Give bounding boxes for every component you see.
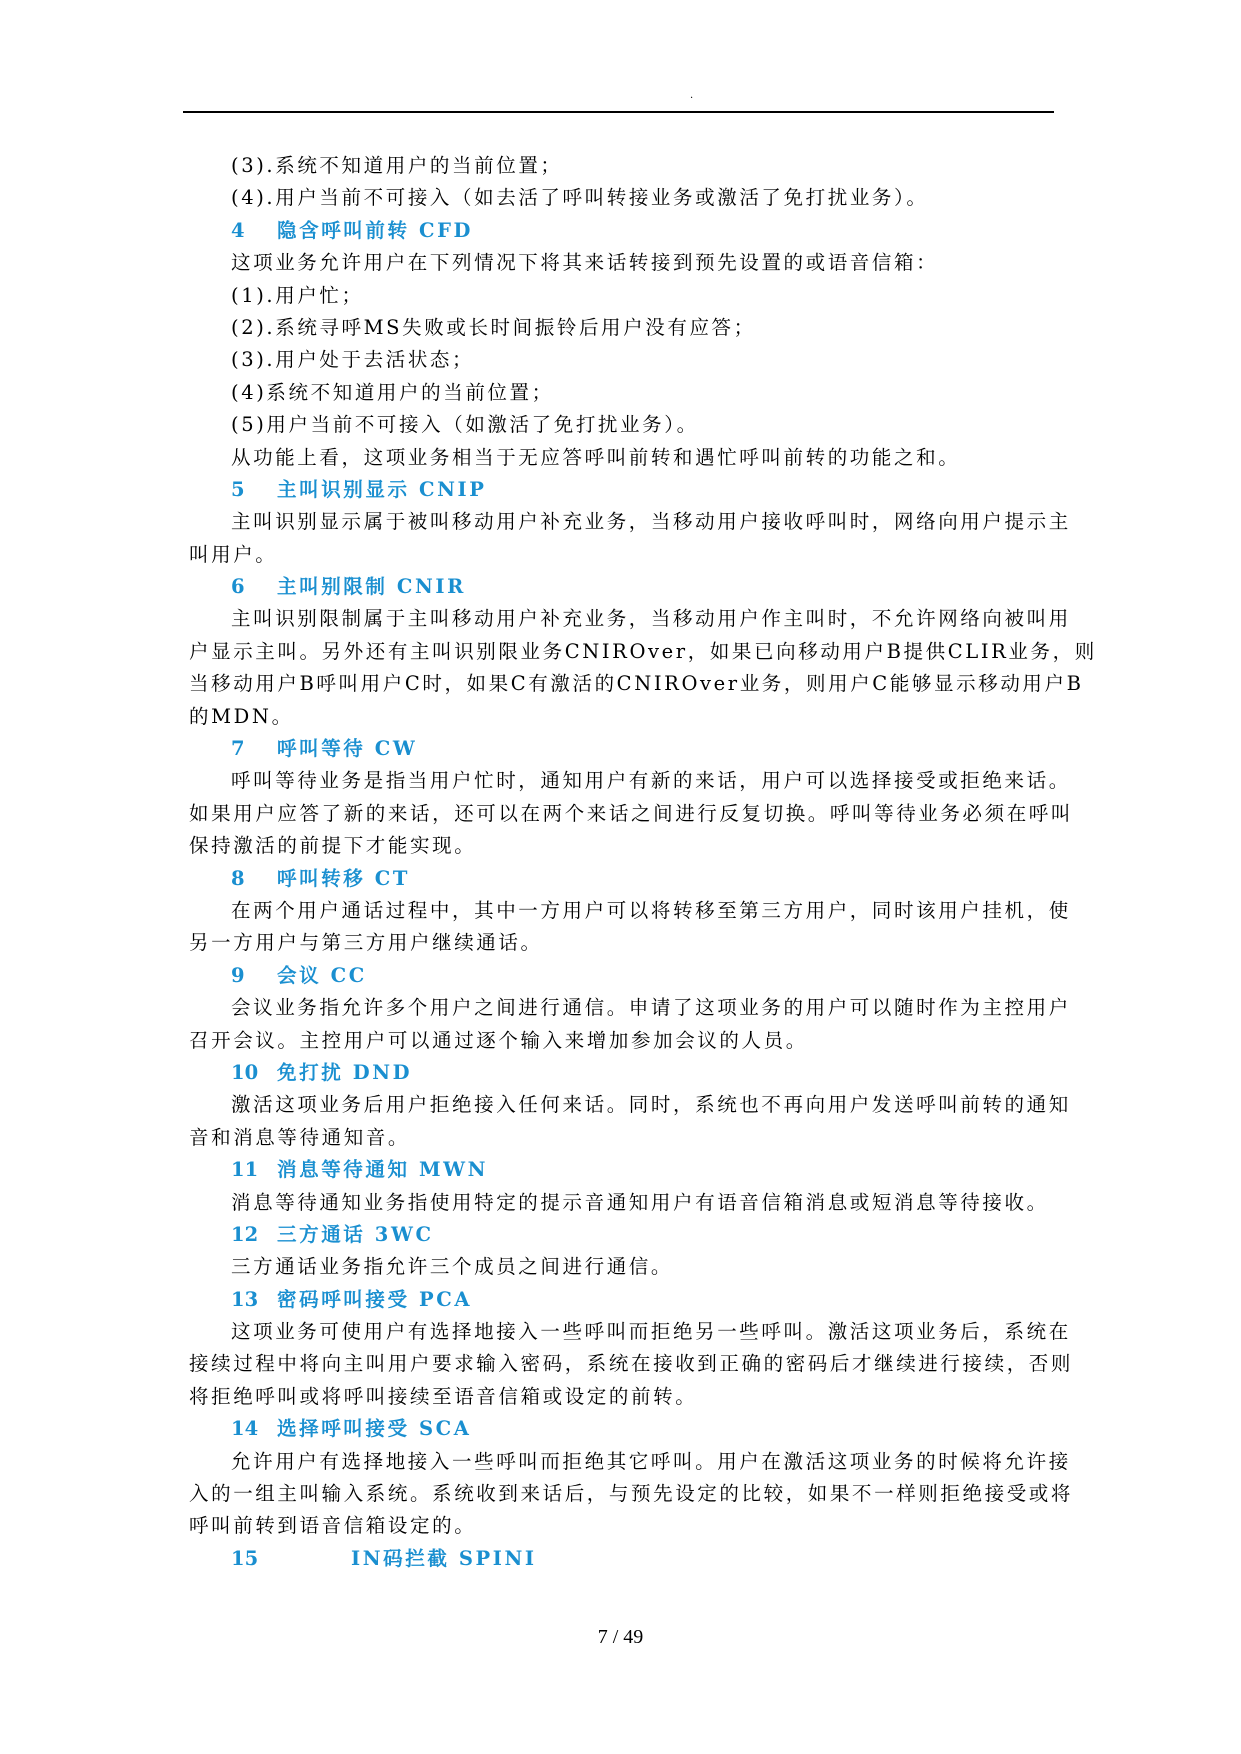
- paragraph-line: 消息等待通知业务指使用特定的提示音通知用户有语音信箱消息或短消息等待接收。: [231, 1190, 1049, 1214]
- section-heading-4: [189, 215, 1054, 247]
- paragraph-line: 保持激活的前提下才能实现。: [189, 834, 477, 858]
- section-heading-11: [189, 1154, 1054, 1186]
- paragraph-line: 户显示主叫。另外还有主叫识别限业务CNIROver，如果已向移动用户B提供CLIR业务，则: [189, 639, 1097, 663]
- section-heading-14: [189, 1413, 1054, 1445]
- paragraph-line: 另一方用户与第三方用户继续通话。: [189, 931, 543, 955]
- section-number: 7: [231, 737, 245, 761]
- section-number: 5: [231, 477, 245, 501]
- paragraph-line: 如果用户应答了新的来话，还可以在两个来话之间进行反复切换。呼叫等待业务必须在呼叫: [189, 801, 1074, 825]
- section-heading-7: [189, 733, 1054, 765]
- header-mark: .: [690, 90, 694, 101]
- list-item: (4)系统不知道用户的当前位置；: [231, 380, 554, 404]
- section-heading-9: [189, 960, 1054, 992]
- section-title: 消息等待通知 MWN: [277, 1158, 489, 1182]
- paragraph-line: 呼叫前转到语音信箱设定的。: [189, 1514, 477, 1538]
- section-number: 9: [231, 963, 245, 987]
- section-number: 10: [231, 1060, 259, 1084]
- header-rule: [183, 111, 1054, 113]
- paragraph-line: 在两个用户通话过程中，其中一方用户可以将转移至第三方用户，同时该用户挂机，使: [231, 898, 1071, 922]
- list-item: (2).系统寻呼MS失败或长时间振铃后用户没有应答；: [231, 315, 756, 339]
- section-heading-12: [189, 1219, 1054, 1251]
- paragraph-line: 将拒绝呼叫或将呼叫接续至语音信箱或设定的前转。: [189, 1384, 698, 1408]
- section-title: 呼叫转移 CT: [277, 866, 411, 890]
- section-heading-6: [189, 571, 1054, 603]
- paragraph-line: 主叫识别显示属于被叫移动用户补充业务，当移动用户接收呼叫时，网络向用户提示主: [231, 510, 1071, 534]
- paragraph-line: 激活这项业务后用户拒绝接入任何来话。同时，系统也不再向用户发送呼叫前转的通知: [231, 1093, 1071, 1117]
- list-item: (3).系统不知道用户的当前位置；: [231, 154, 563, 177]
- section-title: 主叫识别显示 CNIP: [277, 477, 487, 501]
- paragraph-line: 会议业务指允许多个用户之间进行通信。申请了这项业务的用户可以随时作为主控用户: [231, 996, 1071, 1020]
- section-number: 12: [231, 1222, 259, 1246]
- list-item: (1).用户忙；: [231, 283, 364, 307]
- section-title: 免打扰 DND: [277, 1060, 413, 1084]
- section-number: 13: [231, 1287, 259, 1311]
- section-title: IN码拦截 SPINI: [351, 1546, 537, 1570]
- section-number: 14: [231, 1417, 259, 1441]
- paragraph-line: 当移动用户B呼叫用户C时，如果C有激活的CNIROver业务，则用户C能够显示移动用户B: [189, 672, 1084, 696]
- section-number: 15: [231, 1546, 259, 1570]
- page-body: [189, 150, 1097, 1575]
- section-number: 6: [231, 575, 245, 599]
- list-item: (3).用户处于去活状态；: [231, 348, 475, 372]
- paragraph-line: 音和消息等待通知音。: [189, 1125, 411, 1149]
- section-heading-13: [189, 1284, 1054, 1316]
- section-heading-10: [189, 1057, 1054, 1089]
- paragraph-line: 入的一组主叫输入系统。系统收到来话后，与预先设定的比较，如果不一样则拒绝接受或将: [189, 1482, 1074, 1506]
- paragraph-line: 接续过程中将向主叫用户要求输入密码，系统在接收到正确的密码后才继续进行接续，否则: [189, 1352, 1074, 1376]
- paragraph-line: 叫用户。: [189, 542, 278, 566]
- section-title: 会议 CC: [277, 963, 367, 987]
- page-number: 7 / 49: [597, 1626, 644, 1648]
- section-heading-8: [189, 863, 1054, 895]
- paragraph-line: 这项业务允许用户在下列情况下将其来话转接到预先设置的或语音信箱：: [231, 251, 939, 275]
- section-title: 选择呼叫接受 SCA: [277, 1417, 472, 1441]
- section-number: 8: [231, 866, 245, 890]
- section-heading-15: [189, 1543, 1054, 1575]
- section-number: 4: [231, 218, 245, 242]
- section-title: 三方通话 3WC: [277, 1222, 434, 1246]
- list-item: (4).用户当前不可接入（如去活了呼叫转接业务或激活了免打扰业务）。: [231, 186, 929, 210]
- section-title: 密码呼叫接受 PCA: [277, 1287, 473, 1311]
- paragraph-line: 这项业务可使用户有选择地接入一些呼叫而拒绝另一些呼叫。激活这项业务后，系统在: [231, 1320, 1071, 1344]
- section-title: 呼叫等待 CW: [277, 737, 418, 761]
- section-heading-5: [189, 474, 1054, 506]
- paragraph-line: 召开会议。主控用户可以通过逐个输入来增加参加会议的人员。: [189, 1028, 808, 1052]
- paragraph-line: 呼叫等待业务是指当用户忙时，通知用户有新的来话，用户可以选择接受或拒绝来话。: [231, 769, 1071, 793]
- paragraph-line: 主叫识别限制属于主叫移动用户补充业务，当移动用户作主叫时，不允许网络向被叫用: [231, 607, 1071, 631]
- paragraph-line: 从功能上看，这项业务相当于无应答呼叫前转和遇忙呼叫前转的功能之和。: [231, 445, 961, 469]
- section-title: 主叫别限制 CNIR: [277, 575, 466, 599]
- paragraph-line: 允许用户有选择地接入一些呼叫而拒绝其它呼叫。用户在激活这项业务的时候将允许接: [231, 1449, 1071, 1473]
- paragraph-line: 的MDN。: [189, 704, 294, 728]
- section-title: 隐含呼叫前转 CFD: [277, 218, 474, 242]
- section-number: 11: [231, 1158, 259, 1182]
- list-item: (5)用户当前不可接入（如激活了免打扰业务）。: [231, 413, 699, 437]
- paragraph-line: 三方通话业务指允许三个成员之间进行通信。: [231, 1255, 674, 1279]
